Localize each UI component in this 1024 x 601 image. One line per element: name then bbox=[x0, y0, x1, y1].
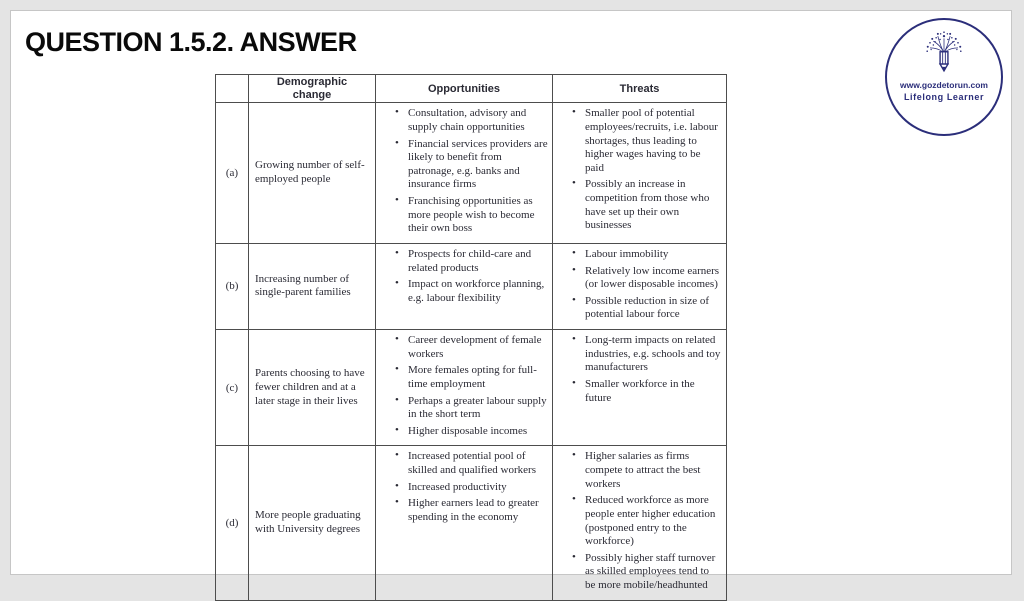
threats-cell bbox=[553, 243, 727, 329]
opportunities-cell bbox=[376, 103, 553, 244]
table-row bbox=[216, 103, 727, 244]
logo-tagline-text: Lifelong Learner bbox=[903, 92, 985, 102]
bullet-item: • Long-term impacts on related industries, e.g. schools and toy manufacturers bbox=[571, 334, 722, 375]
bullet-item: • Higher earners lead to greater spending in the economy bbox=[394, 497, 548, 524]
bullet-item: • Franchising opportunities as more people wish to become their own boss bbox=[394, 195, 548, 236]
bullet-item: • Smaller workforce in the future bbox=[571, 378, 722, 405]
bullet-item: • Higher disposable incomes bbox=[394, 425, 548, 439]
threats-header: Threats bbox=[553, 75, 727, 103]
answer-table bbox=[215, 74, 727, 601]
demographic-change-cell: Growing number of self-employed people bbox=[249, 103, 376, 244]
bullet-item: • Impact on workforce planning, e.g. labour flexibility bbox=[394, 278, 548, 305]
bullet-item: • Financial services providers are likely to benefit from patronage, e.g. banks and insurance firms bbox=[394, 138, 548, 193]
bullet-item: • Consultation, advisory and supply chain opportunities bbox=[394, 107, 548, 134]
row-label: (b) bbox=[216, 243, 249, 329]
row-label: (c) bbox=[216, 330, 249, 446]
opportunities-list bbox=[377, 331, 551, 444]
demographic-change-header-label: Demographic change bbox=[276, 76, 348, 101]
table-row bbox=[216, 243, 727, 329]
pencil-tree-icon bbox=[916, 28, 972, 80]
opportunities-list bbox=[377, 104, 551, 242]
threats-list bbox=[554, 245, 725, 328]
bullet-item: • Smaller pool of potential employees/recruits, i.e. labour shortages, thus leading to higher wages having to be paid bbox=[571, 107, 722, 175]
corner-header-cell bbox=[216, 75, 249, 103]
opportunities-cell bbox=[376, 243, 553, 329]
bullet-item: • Reduced workforce as more people enter higher education (postponed entry to the workforce) bbox=[571, 494, 722, 549]
threats-cell bbox=[553, 103, 727, 244]
bullet-item: • Prospects for child-care and related products bbox=[394, 248, 548, 275]
row-label: (a) bbox=[216, 103, 249, 244]
threats-list bbox=[554, 331, 725, 411]
demographic-change-header bbox=[249, 75, 376, 103]
threats-cell bbox=[553, 330, 727, 446]
bullet-item: • Possibly an increase in competition from those who have set up their own businesses bbox=[571, 178, 722, 233]
threats-list bbox=[554, 447, 725, 598]
bullet-item: • Higher salaries as firms compete to attract the best workers bbox=[571, 450, 722, 491]
bullet-item: • Perhaps a greater labour supply in the short term bbox=[394, 395, 548, 422]
bullet-item: • Career development of female workers bbox=[394, 334, 548, 361]
opportunities-header: Opportunities bbox=[376, 75, 553, 103]
demographic-change-cell: Parents choosing to have fewer children and at a later stage in their lives bbox=[249, 330, 376, 446]
threats-list bbox=[554, 104, 725, 239]
bullet-item: • Increased potential pool of skilled and qualified workers bbox=[394, 450, 548, 477]
demographic-change-cell: More people graduating with University degrees bbox=[249, 446, 376, 600]
bullet-item: • Relatively low income earners (or lower disposable incomes) bbox=[571, 265, 722, 292]
demographic-change-cell: Increasing number of single-parent families bbox=[249, 243, 376, 329]
logo-url-text: www.gozdetorun.com bbox=[900, 80, 988, 90]
opportunities-list bbox=[377, 245, 551, 312]
row-label: (d) bbox=[216, 446, 249, 600]
opportunities-cell bbox=[376, 330, 553, 446]
bullet-item: • Possible reduction in size of potential labour force bbox=[571, 295, 722, 322]
table-row bbox=[216, 446, 727, 600]
opportunities-cell bbox=[376, 446, 553, 600]
table-row bbox=[216, 330, 727, 446]
bullet-item: • Possibly higher staff turnover as skilled employees tend to be more mobile/headhunted bbox=[571, 552, 722, 593]
table-header-row bbox=[216, 75, 727, 103]
bullet-item: • More females opting for full-time employment bbox=[394, 364, 548, 391]
page-title: QUESTION 1.5.2. ANSWER bbox=[25, 27, 357, 57]
threats-cell bbox=[553, 446, 727, 600]
slide-canvas bbox=[10, 10, 1012, 592]
bullet-item: • Increased productivity bbox=[394, 481, 548, 495]
site-logo bbox=[885, 18, 1003, 136]
opportunities-list bbox=[377, 447, 551, 530]
bullet-item: • Labour immobility bbox=[571, 248, 722, 262]
answer-table-container bbox=[215, 74, 727, 601]
